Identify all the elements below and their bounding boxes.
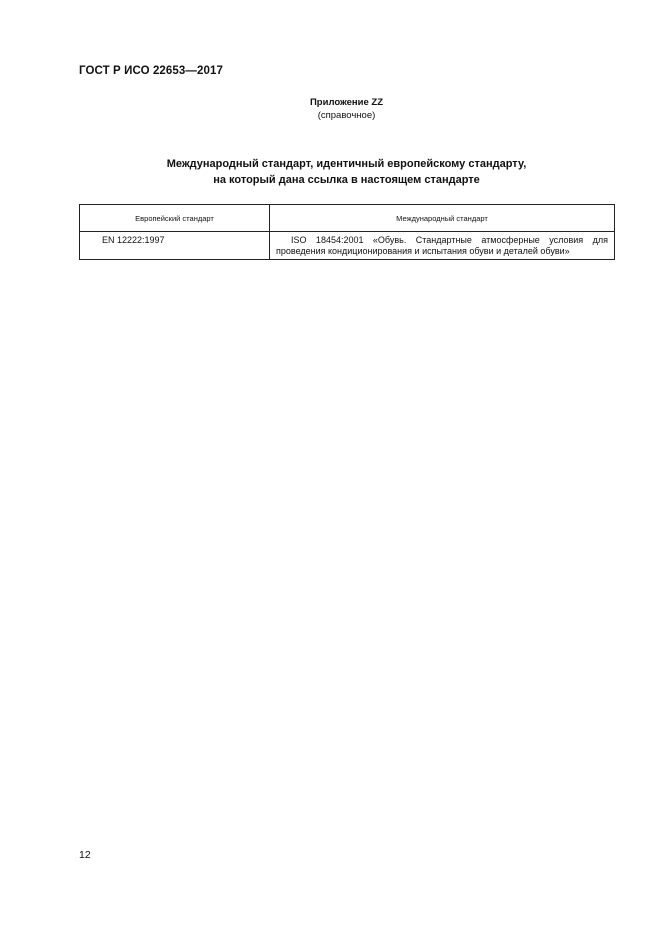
- standards-table: [79, 204, 615, 260]
- document-code: ГОСТ Р ИСО 22653—2017: [79, 65, 224, 77]
- header-european-standard: Европейский стандарт: [80, 205, 270, 232]
- section-title-line-1: Международный стандарт, идентичный европейскому стандарту,: [166, 158, 527, 170]
- annex-heading: [0, 96, 661, 122]
- annex-subtitle: (справочное): [317, 110, 376, 121]
- table-row: [80, 232, 615, 260]
- table-header-row: [80, 205, 615, 232]
- cell-european-standard: EN 12222:1997: [80, 232, 270, 260]
- annex-title: Приложение ZZ: [309, 97, 384, 108]
- page-number: 12: [79, 849, 91, 861]
- section-title-line-2: на который дана ссылка в настоящем стандарте: [213, 174, 480, 186]
- header-international-standard: Международный стандарт: [270, 205, 615, 232]
- cell-international-standard: ISO 18454:2001 «Обувь. Стандартные атмосферные условия для проведения кондиционирования и испытания обуви и деталей обуви»: [270, 232, 615, 260]
- section-title: [0, 156, 661, 188]
